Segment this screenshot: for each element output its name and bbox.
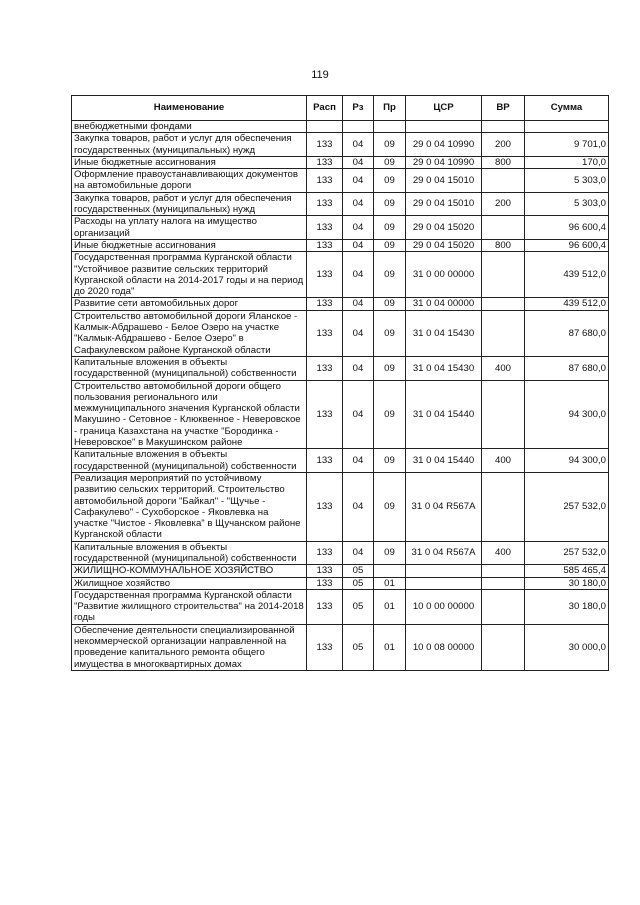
cell-pr: 01 (374, 577, 406, 589)
cell-name: Обеспечение деятельности специализированной некоммерческой организации направленной на проведение капитального ремонта общего имущества в многоквартирных домах (72, 624, 307, 670)
table-row (72, 121, 609, 133)
cell-rasp: 133 (307, 577, 343, 589)
cell-rasp: 133 (307, 356, 343, 380)
cell-vr: 800 (482, 239, 525, 251)
cell-rasp: 133 (307, 133, 343, 157)
cell-csr (406, 577, 482, 589)
cell-pr: 09 (374, 216, 406, 240)
cell-csr: 29 0 04 10990 (406, 156, 482, 168)
cell-vr (482, 216, 525, 240)
table-row (72, 565, 609, 577)
cell-rasp: 133 (307, 589, 343, 624)
col-header-pr: Пр (374, 96, 406, 121)
cell-name: ЖИЛИЩНО-КОММУНАЛЬНОЕ ХОЗЯЙСТВО (72, 565, 307, 577)
cell-sum: 5 303,0 (525, 169, 609, 193)
col-header-sum: Сумма (525, 96, 609, 121)
cell-rasp: 133 (307, 169, 343, 193)
cell-pr: 09 (374, 133, 406, 157)
cell-csr: 29 0 04 15020 (406, 216, 482, 240)
cell-sum: 30 180,0 (525, 577, 609, 589)
cell-vr (482, 298, 525, 310)
table-row (72, 589, 609, 624)
cell-vr (482, 121, 525, 133)
table-header (72, 96, 609, 121)
cell-rz: 04 (343, 216, 374, 240)
cell-name: Капитальные вложения в объекты государственной (муниципальной) собственности (72, 449, 307, 473)
cell-sum: 96 600,4 (525, 216, 609, 240)
table-row (72, 239, 609, 251)
cell-sum: 5 303,0 (525, 192, 609, 216)
cell-name: внебюджетными фондами (72, 121, 307, 133)
cell-csr: 31 0 04 00000 (406, 298, 482, 310)
cell-rasp: 133 (307, 216, 343, 240)
cell-rz: 04 (343, 252, 374, 298)
cell-rasp: 133 (307, 565, 343, 577)
table-row (72, 252, 609, 298)
cell-vr (482, 577, 525, 589)
cell-vr (482, 589, 525, 624)
cell-rz: 04 (343, 449, 374, 473)
cell-name: Строительство автомобильной дороги Яланское - Калмык-Абдрашево - Белое Озеро на участке "Калмык-Абдрашево - Белое Озеро" в Сафакулевском районе Курганской области (72, 310, 307, 356)
cell-sum (525, 121, 609, 133)
cell-rasp: 133 (307, 298, 343, 310)
cell-name: Оформление правоустанавливающих документов на автомобильные дороги (72, 169, 307, 193)
cell-vr: 200 (482, 192, 525, 216)
table-row (72, 192, 609, 216)
cell-pr: 01 (374, 624, 406, 670)
cell-sum: 170,0 (525, 156, 609, 168)
cell-csr: 29 0 04 15010 (406, 169, 482, 193)
cell-pr: 09 (374, 449, 406, 473)
cell-rasp: 133 (307, 541, 343, 565)
cell-rasp: 133 (307, 252, 343, 298)
cell-sum: 257 532,0 (525, 472, 609, 541)
cell-name: Иные бюджетные ассигнования (72, 239, 307, 251)
col-header-name: Наименование (72, 96, 307, 121)
cell-name: Строительство автомобильной дороги общего пользования регионального или межмуниципального значения Курганской области Макушино - Сетовное - Клюквенное - Неверовское - граница Казахстана на участке "Бородинка - Неверовское" в Макушинском районе (72, 380, 307, 449)
cell-sum: 94 300,0 (525, 380, 609, 449)
cell-name: Капитальные вложения в объекты государственной (муниципальной) собственности (72, 541, 307, 565)
table-row (72, 472, 609, 541)
cell-name: Жилищное хозяйство (72, 577, 307, 589)
cell-csr: 29 0 04 15010 (406, 192, 482, 216)
cell-name: Капитальные вложения в объекты государственной (муниципальной) собственности (72, 356, 307, 380)
cell-sum: 439 512,0 (525, 298, 609, 310)
cell-pr: 09 (374, 239, 406, 251)
col-header-vr: ВР (482, 96, 525, 121)
cell-rz: 05 (343, 565, 374, 577)
cell-rz: 04 (343, 133, 374, 157)
cell-sum: 439 512,0 (525, 252, 609, 298)
cell-csr (406, 565, 482, 577)
cell-csr: 29 0 04 15020 (406, 239, 482, 251)
cell-pr: 09 (374, 310, 406, 356)
cell-rz: 04 (343, 356, 374, 380)
cell-vr: 200 (482, 133, 525, 157)
cell-pr: 09 (374, 192, 406, 216)
cell-name: Иные бюджетные ассигнования (72, 156, 307, 168)
table-row (72, 156, 609, 168)
table-row (72, 380, 609, 449)
cell-csr: 31 0 04 15440 (406, 380, 482, 449)
cell-pr: 09 (374, 541, 406, 565)
cell-vr (482, 624, 525, 670)
cell-sum: 87 680,0 (525, 310, 609, 356)
cell-rasp: 133 (307, 192, 343, 216)
cell-csr: 31 0 00 00000 (406, 252, 482, 298)
cell-pr: 09 (374, 156, 406, 168)
cell-vr: 400 (482, 449, 525, 473)
cell-vr: 400 (482, 356, 525, 380)
cell-name: Закупка товаров, работ и услуг для обеспечения государственных (муниципальных) нужд (72, 192, 307, 216)
cell-csr: 31 0 04 15430 (406, 356, 482, 380)
cell-vr: 800 (482, 156, 525, 168)
cell-rasp: 133 (307, 239, 343, 251)
cell-pr: 09 (374, 169, 406, 193)
cell-rz: 04 (343, 541, 374, 565)
cell-rasp (307, 121, 343, 133)
cell-rz: 04 (343, 380, 374, 449)
cell-name: Развитие сети автомобильных дорог (72, 298, 307, 310)
cell-rz: 04 (343, 239, 374, 251)
cell-rz (343, 121, 374, 133)
cell-name: Государственная программа Курганской области "Устойчивое развитие сельских территорий Курганской области на 2014-2017 годы и на период до 2020 года" (72, 252, 307, 298)
cell-pr: 09 (374, 380, 406, 449)
col-header-csr: ЦСР (406, 96, 482, 121)
table-row (72, 541, 609, 565)
cell-name: Государственная программа Курганской области "Развитие жилищного строительства" на 2014-2018 годы (72, 589, 307, 624)
table-row (72, 577, 609, 589)
cell-vr (482, 310, 525, 356)
cell-rz: 05 (343, 589, 374, 624)
cell-vr (482, 472, 525, 541)
cell-rz: 04 (343, 169, 374, 193)
cell-rz: 04 (343, 192, 374, 216)
table-row (72, 449, 609, 473)
cell-csr: 29 0 04 10990 (406, 133, 482, 157)
cell-rasp: 133 (307, 472, 343, 541)
header-row (72, 96, 609, 121)
cell-pr (374, 565, 406, 577)
cell-sum: 96 600,4 (525, 239, 609, 251)
cell-csr: 10 0 00 00000 (406, 589, 482, 624)
cell-csr: 10 0 08 00000 (406, 624, 482, 670)
cell-name: Расходы на уплату налога на имущество организаций (72, 216, 307, 240)
cell-rz: 04 (343, 310, 374, 356)
cell-csr: 31 0 04 15430 (406, 310, 482, 356)
table-row (72, 624, 609, 670)
cell-csr: 31 0 04 R567A (406, 472, 482, 541)
cell-rz: 05 (343, 577, 374, 589)
cell-pr: 09 (374, 252, 406, 298)
table-row (72, 356, 609, 380)
cell-pr: 09 (374, 356, 406, 380)
cell-pr: 09 (374, 472, 406, 541)
cell-rasp: 133 (307, 449, 343, 473)
cell-name: Закупка товаров, работ и услуг для обеспечения государственных (муниципальных) нужд (72, 133, 307, 157)
cell-vr (482, 380, 525, 449)
page-number: 119 (311, 69, 329, 81)
cell-rz: 04 (343, 472, 374, 541)
col-header-rz: Рз (343, 96, 374, 121)
cell-rz: 04 (343, 156, 374, 168)
cell-csr (406, 121, 482, 133)
cell-vr (482, 565, 525, 577)
cell-sum: 30 000,0 (525, 624, 609, 670)
cell-sum: 87 680,0 (525, 356, 609, 380)
cell-rz: 04 (343, 298, 374, 310)
cell-rasp: 133 (307, 310, 343, 356)
cell-sum: 9 701,0 (525, 133, 609, 157)
cell-rasp: 133 (307, 624, 343, 670)
table-row (72, 216, 609, 240)
cell-rasp: 133 (307, 380, 343, 449)
cell-sum: 257 532,0 (525, 541, 609, 565)
table-row (72, 310, 609, 356)
cell-name: Реализация мероприятий по устойчивому развитию сельских территорий. Строительство автомобильной дороги "Байкал" - "Щучье - Сафакулево" - Сухоборское - Яковлевка на участке "Чистое - Яковлевка" в Щучанском районе Курганской области (72, 472, 307, 541)
table-row (72, 298, 609, 310)
cell-pr (374, 121, 406, 133)
table-row (72, 169, 609, 193)
cell-rz: 05 (343, 624, 374, 670)
cell-sum: 585 465,4 (525, 565, 609, 577)
cell-csr: 31 0 04 15440 (406, 449, 482, 473)
cell-rasp: 133 (307, 156, 343, 168)
cell-vr (482, 252, 525, 298)
table-row (72, 133, 609, 157)
budget-table (71, 95, 609, 671)
cell-sum: 94 300,0 (525, 449, 609, 473)
cell-pr: 09 (374, 298, 406, 310)
col-header-rasp: Расп (307, 96, 343, 121)
table-body (72, 121, 609, 671)
cell-vr: 400 (482, 541, 525, 565)
cell-csr: 31 0 04 R567A (406, 541, 482, 565)
cell-pr: 01 (374, 589, 406, 624)
cell-vr (482, 169, 525, 193)
cell-sum: 30 180,0 (525, 589, 609, 624)
